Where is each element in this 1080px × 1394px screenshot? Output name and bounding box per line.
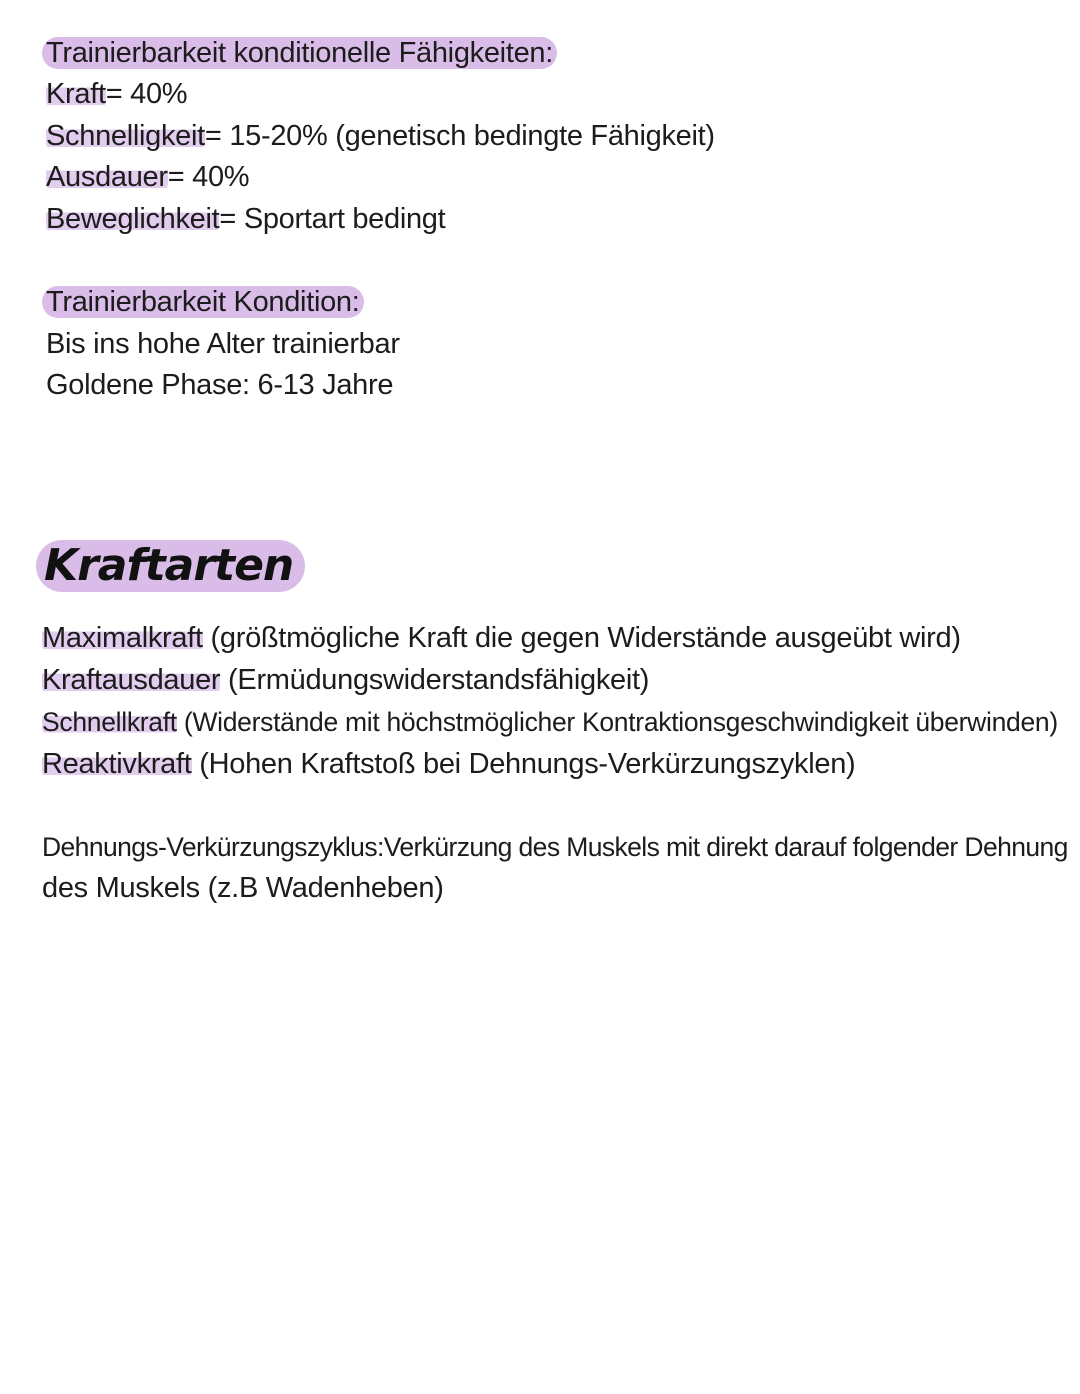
list-item	[46, 117, 715, 155]
term-beweglichkeit: Beweglichkeit	[46, 203, 220, 235]
value-ausdauer: = 40%	[167, 161, 250, 193]
section2-line-2: Goldene Phase: 6-13 Jahre	[46, 369, 394, 401]
section2-title-line	[46, 283, 364, 321]
desc-maximalkraft: (größtmögliche Kraft die gegen Widerstände ausgeübt wird)	[202, 622, 961, 654]
list-item	[42, 745, 855, 783]
desc-schnellkraft: (Widerstände mit höchstmöglicher Kontraktionsgeschwindigkeit überwinden)	[176, 707, 1058, 737]
definition-line-2: des Muskels (z.B Wadenheben)	[42, 872, 444, 904]
list-item	[42, 619, 961, 657]
section1-title-line	[46, 34, 557, 72]
term-kraft: Kraft	[46, 78, 106, 110]
term-maximalkraft: Maximalkraft	[42, 622, 203, 654]
desc-reaktivkraft: (Hohen Kraftstoß bei Dehnungs-Verkürzungszyklen)	[191, 748, 856, 780]
term-ausdauer: Ausdauer	[46, 161, 168, 193]
desc-kraftausdauer: (Ermüdungswiderstandsfähigkeit)	[220, 664, 650, 696]
list-item	[42, 703, 1058, 741]
list-item	[46, 200, 445, 238]
value-beweglichkeit: = Sportart bedingt	[219, 203, 446, 235]
list-item	[42, 661, 649, 699]
section1-title: Trainierbarkeit konditionelle Fähigkeiten:	[42, 37, 557, 69]
section2-line-1: Bis ins hohe Alter trainierbar	[46, 328, 400, 360]
term-kraftausdauer: Kraftausdauer	[42, 664, 221, 696]
kraftarten-heading: Kraftarten	[36, 540, 305, 592]
section2-title: Trainierbarkeit Kondition:	[42, 286, 364, 318]
value-schnelligkeit: = 15-20% (genetisch bedingte Fähigkeit)	[204, 120, 715, 152]
definition-line-1: Dehnungs-Verkürzungszyklus:Verkürzung des Muskels mit direkt darauf folgender Dehnung	[42, 832, 1068, 862]
list-item	[46, 75, 187, 113]
term-reaktivkraft: Reaktivkraft	[42, 748, 192, 780]
value-kraft: = 40%	[105, 78, 188, 110]
term-schnellkraft: Schnellkraft	[42, 707, 177, 737]
list-item	[46, 158, 249, 196]
term-schnelligkeit: Schnelligkeit	[46, 120, 205, 152]
